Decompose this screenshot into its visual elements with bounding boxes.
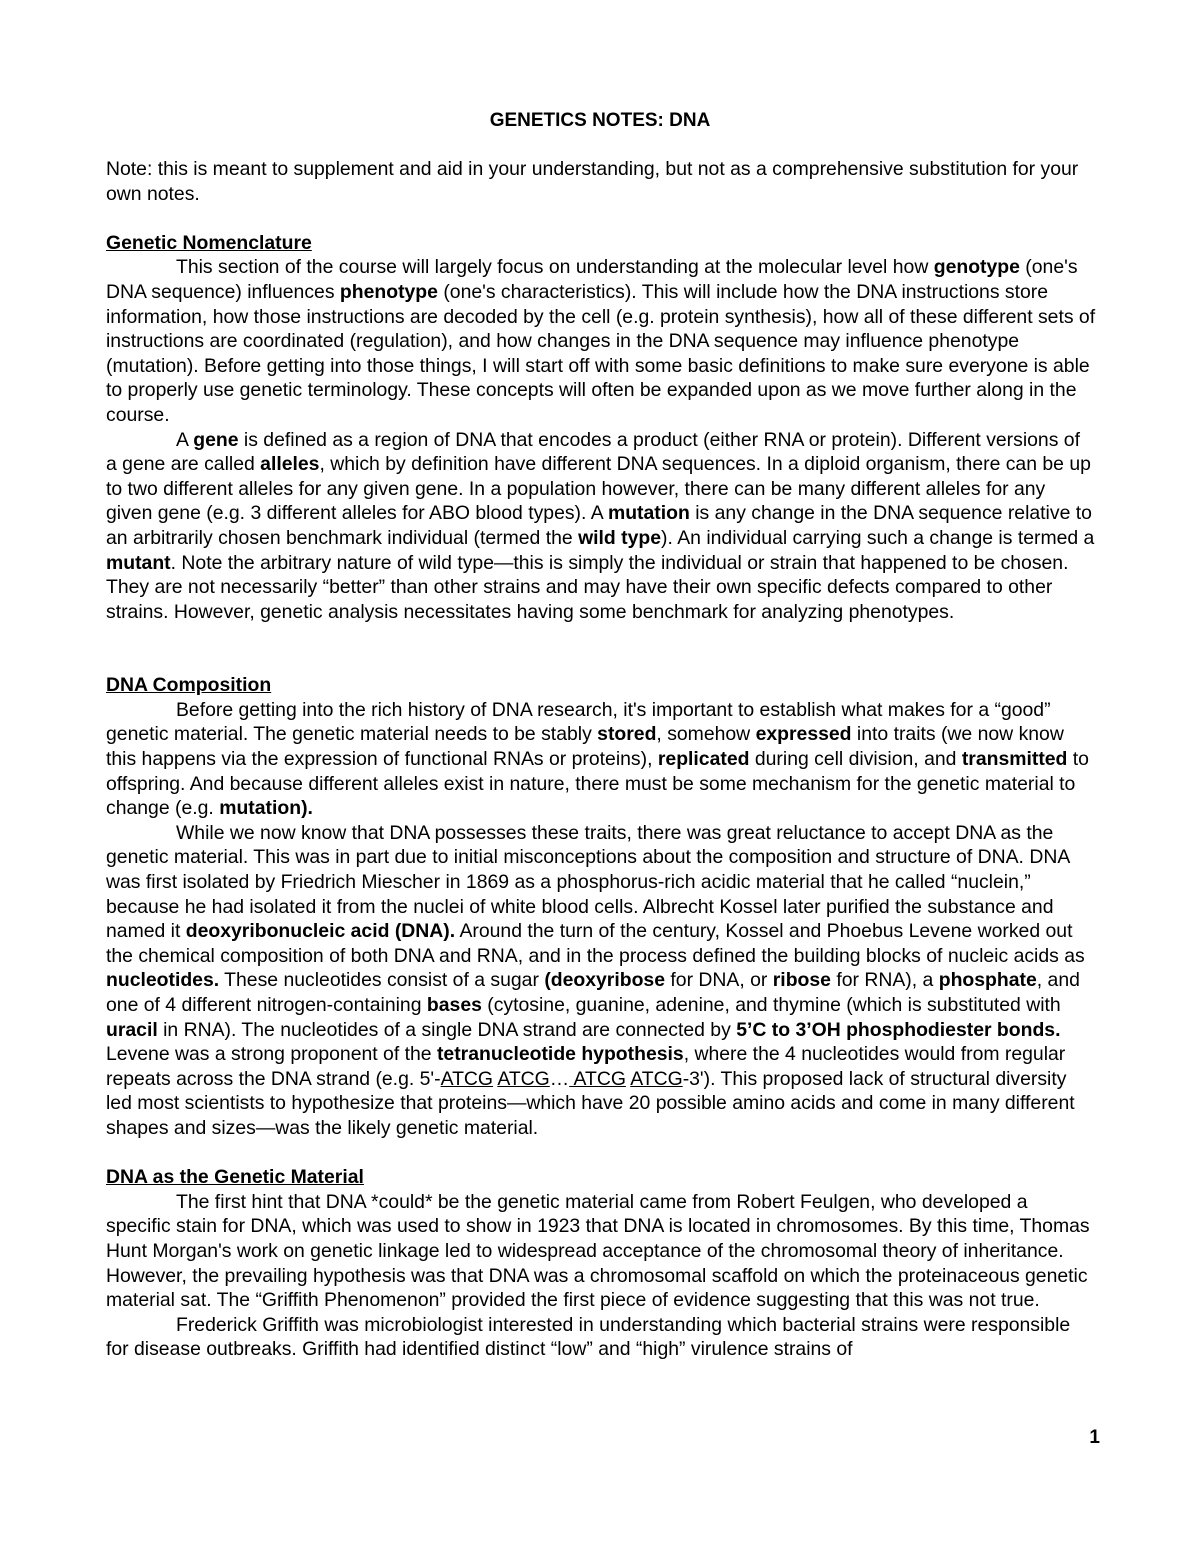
document-title: GENETICS NOTES: DNA (489, 110, 711, 131)
composition-paragraph-2: While we now know that DNA possesses these traits, there was great reluctance to accept DNA as the genetic material. This was in part due to initial misconceptions about the composition and structure of DNA. DNA was first isolated by Friedrich Miescher in 1869 as a phosphorus-rich acidic material that he called “nuclein,” because he had isolated it from the nuclei of white blood cells. Albrecht Kossel later purified the substance and named it deoxyribonucleic acid (DNA). Around the turn of the century, Kossel and Phoebus Levene worked out the chemical composition of both DNA and RNA, and in the process defined the building blocks of nucleic acids as nucleotides. These nucleotides consist of a sugar (deoxyribose for DNA, or ribose for RNA), a phosphate, and one of 4 different nitrogen-containing bases (cytosine, guanine, adenine, and thymine (which is substituted with uracil in RNA). The nucleotides of a single DNA strand are connected by 5’C to 3’OH phosphodiester bonds. Levene was a strong proponent of the tetranucleotide hypothesis, where the 4 nucleotides would from regular repeats across the DNA strand (e.g. 5'-ATCG ATCG… ATCG ATCG-3'). This proposed lack of structural diversity led most scientists to hypothesize that proteins—which have 20 possible amino acids and come in many different shapes and sizes—was the likely genetic material. (106, 821, 1085, 1139)
page-number: 1 (1089, 1427, 1100, 1448)
section-heading-genetic-material: DNA as the Genetic Material (106, 1166, 364, 1189)
document-body (106, 157, 1096, 1362)
spacer (106, 1141, 1096, 1166)
composition-paragraph-1: Before getting into the rich history of DNA research, it's important to establish what makes for a “good” genetic material. The genetic material needs to be stably stored, somehow expressed into traits (we now know this happens via the expression of functional RNAs or proteins), replicated during cell division, and transmitted to offspring. And because different alleles exist in nature, there must be some mechanism for the genetic material to change (e.g. mutation). (106, 698, 1089, 820)
intro-note: Note: this is meant to supplement and aid in your understanding, but not as a comprehensive substitution for your own notes. (106, 158, 1079, 205)
genetic-material-paragraph-2: Frederick Griffith was microbiologist interested in understanding which bacterial strains were responsible for disease outbreaks. Griffith had identified distinct “low” and “high” virulence strains of (106, 1313, 1071, 1361)
nomenclature-paragraph-2: A gene is defined as a region of DNA that encodes a product (either RNA or protein). Different versions of a gene are called alleles, which by definition have different DNA sequences. In a diploid organism, there can be up to two different alleles for any given gene. In a population however, there can be many different alleles for any given gene (e.g. 3 different alleles for ABO blood types). A mutation is any change in the DNA sequence relative to an arbitrarily chosen benchmark individual (termed the wild type). An individual carrying such a change is termed a mutant. Note the arbitrary nature of wild type—this is simply the individual or strain that happened to be chosen. They are not necessarily “better” than other strains and may have their own specific defects compared to other strains. However, genetic analysis necessitates having some benchmark for analyzing phenotypes. (106, 428, 1095, 623)
spacer (106, 206, 1096, 231)
section-heading-composition: DNA Composition (106, 674, 272, 697)
section-heading-nomenclature: Genetic Nomenclature (106, 231, 312, 254)
spacer (106, 624, 1096, 673)
nomenclature-paragraph-1: This section of the course will largely focus on understanding at the molecular level how genotype (one's DNA sequence) influences phenotype (one's characteristics). This will include how the DNA instructions store information, how those instructions are decoded by the cell (e.g. protein synthesis), how all of these different sets of instructions are coordinated (regulation), and how changes in the DNA sequence may influence phenotype (mutation). Before getting into those things, I will start off with some basic definitions to make sure everyone is able to properly use genetic terminology. These concepts will often be expanded upon as we move further along in the course. (106, 256, 1096, 426)
genetic-material-paragraph-1: The first hint that DNA *could* be the genetic material came from Robert Feulgen, who developed a specific stain for DNA, which was used to show in 1923 that DNA is located in chromosomes. By this time, Thomas Hunt Morgan's work on genetic linkage led to widespread acceptance of the chromosomal theory of inheritance. However, the prevailing hypothesis was that DNA was a chromosomal scaffold on which the proteinaceous genetic material sat. The “Griffith Phenomenon” provided the first piece of evidence suggesting that this was not true. (106, 1190, 1090, 1312)
